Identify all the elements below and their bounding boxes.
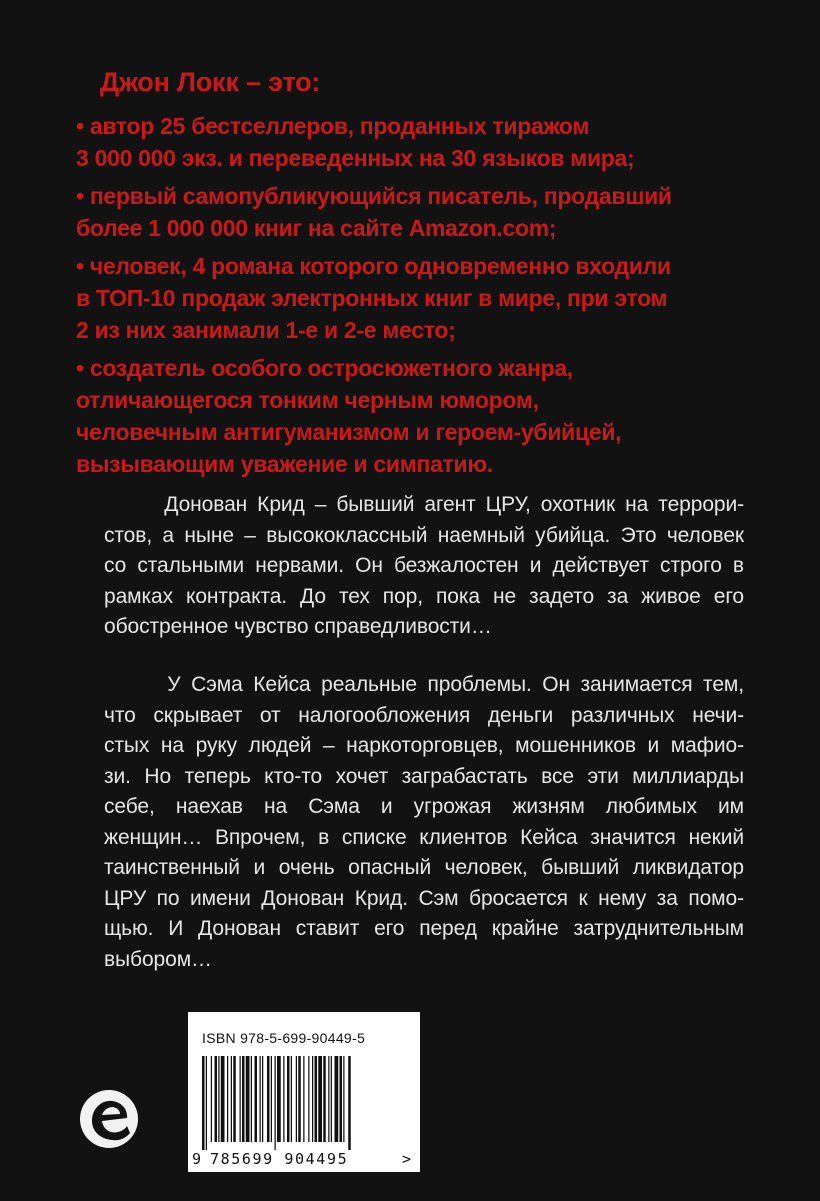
paragraph-line: щью. И Донован ставит его перед крайне затруднительным <box>104 917 744 940</box>
eksmo-logo-icon <box>78 1088 140 1150</box>
barcode-bar <box>240 1056 241 1142</box>
barcode-bar <box>287 1056 290 1142</box>
synopsis-paragraph-2 <box>104 670 744 975</box>
author-highlights <box>76 64 756 486</box>
paragraph-line: стов, а ныне – высококлассный наемный убийца. Это человек <box>104 523 744 547</box>
barcode-bar <box>318 1056 322 1142</box>
highlight-item <box>76 352 756 480</box>
barcode-lead-digit: 9 <box>192 1150 202 1168</box>
highlight-line: в ТОП-10 продаж электронных книг в мире, при этом <box>76 285 668 311</box>
barcode-bar <box>291 1056 292 1142</box>
barcode-bar <box>277 1056 281 1142</box>
highlights-list <box>76 110 756 480</box>
highlight-item <box>76 110 756 174</box>
highlight-line: • первый самопубликующийся писатель, продавший <box>76 183 672 209</box>
highlights-title: Джон Локк – это: <box>100 67 321 97</box>
paragraph-line: выбором… <box>104 947 212 971</box>
barcode-bar <box>255 1056 258 1142</box>
barcode-bar <box>348 1056 351 1150</box>
barcode-bar <box>340 1056 343 1142</box>
barcode-bar <box>251 1056 252 1142</box>
highlight-line: • автор 25 бестселлеров, проданных тиражом <box>76 113 590 139</box>
highlight-item <box>76 180 756 244</box>
barcode-bar <box>303 1056 304 1142</box>
barcode-bar <box>308 1056 309 1142</box>
barcode-bar <box>323 1056 326 1142</box>
barcode-bar <box>312 1056 313 1142</box>
isbn-text: ISBN 978-5-699-90449-5 <box>202 1030 366 1046</box>
paragraph-line: со стальными нервами. Он безжалостен и действует строго в <box>104 554 744 577</box>
barcode-bar <box>296 1056 297 1142</box>
highlight-line: вызывающим уважение и симпатию. <box>76 451 493 477</box>
barcode-bar <box>202 1056 205 1150</box>
highlight-line: отличающегося тонким черным юмором, <box>76 387 539 413</box>
barcode-bar <box>262 1056 263 1142</box>
barcode-bar <box>260 1056 261 1142</box>
barcode-bar <box>211 1056 212 1142</box>
barcode-bar <box>242 1056 245 1142</box>
barcode-bar <box>315 1056 318 1142</box>
barcode-bar <box>328 1056 329 1142</box>
paragraph-line: рамках контракта. До тех пор, пока не задето за живое его <box>104 584 744 608</box>
paragraph-line: стых на руку людей – наркоторговцев, мошенников и мафио- <box>104 734 744 757</box>
paragraph-line: У Сэма Кейса реальные проблемы. Он занимается тем, <box>104 673 744 696</box>
paragraph-line: обостренное чувство справедливости… <box>104 615 492 638</box>
barcode-bar <box>267 1056 270 1142</box>
highlight-line: более 1 000 000 книг на сайте Amazon.com; <box>76 215 557 241</box>
paragraph-line: ЦРУ по имени Донован Крид. Сэм бросается к нему за помо- <box>104 886 744 910</box>
paragraph-line: что скрывает от налогообложения деньги различных нечи- <box>104 703 744 727</box>
paragraph-line: себе, наехав на Сэма и угрожая жизням любимых им <box>104 795 744 818</box>
isbn-barcode-label <box>188 1012 420 1172</box>
highlight-item <box>76 250 756 346</box>
barcode-bar <box>206 1056 207 1150</box>
barcode-end-mark: > <box>402 1150 412 1168</box>
paragraph-line: таинственный и очень опасный человек, бывший ликвидатор <box>104 856 744 879</box>
barcode-bar <box>221 1056 225 1142</box>
barcode-bar <box>231 1056 232 1142</box>
barcode-bar <box>218 1056 219 1142</box>
barcode-bar <box>246 1056 250 1142</box>
barcode-bar <box>275 1056 276 1150</box>
barcode-bar <box>298 1056 301 1142</box>
barcode-bars <box>200 1056 408 1156</box>
highlight-line: 2 из них занимали 1-е и 2-е место; <box>76 317 456 343</box>
barcode-bar <box>331 1056 332 1142</box>
barcode-bar <box>227 1056 228 1142</box>
paragraph-line: Донован Крид – бывший агент ЦРУ, охотник на террори- <box>104 493 744 516</box>
barcode-bar <box>343 1056 344 1142</box>
highlight-line: человечным антигуманизмом и героем-убийцей, <box>76 419 622 445</box>
paragraph-line: зи. Но теперь кто-то хочет заграбастать все эти миллиарды <box>104 764 744 788</box>
highlight-line: • человек, 4 романа которого одновременно входили <box>76 253 671 279</box>
barcode-bar <box>283 1056 284 1142</box>
highlight-line: 3 000 000 экз. и переведенных на 30 языков мира; <box>76 145 635 171</box>
barcode-bar <box>271 1056 272 1142</box>
barcode-digit-groups: 785699 904495 <box>210 1150 349 1168</box>
barcode-bar <box>335 1056 339 1142</box>
barcode-bar <box>233 1056 236 1142</box>
synopsis-paragraph-1 <box>104 490 744 643</box>
paragraph-line: женщин… Впрочем, в списке клиентов Кейса значится некий <box>104 825 744 849</box>
highlight-line: • создатель особого остросюжетного жанра, <box>76 355 573 381</box>
barcode-bar <box>215 1056 218 1142</box>
